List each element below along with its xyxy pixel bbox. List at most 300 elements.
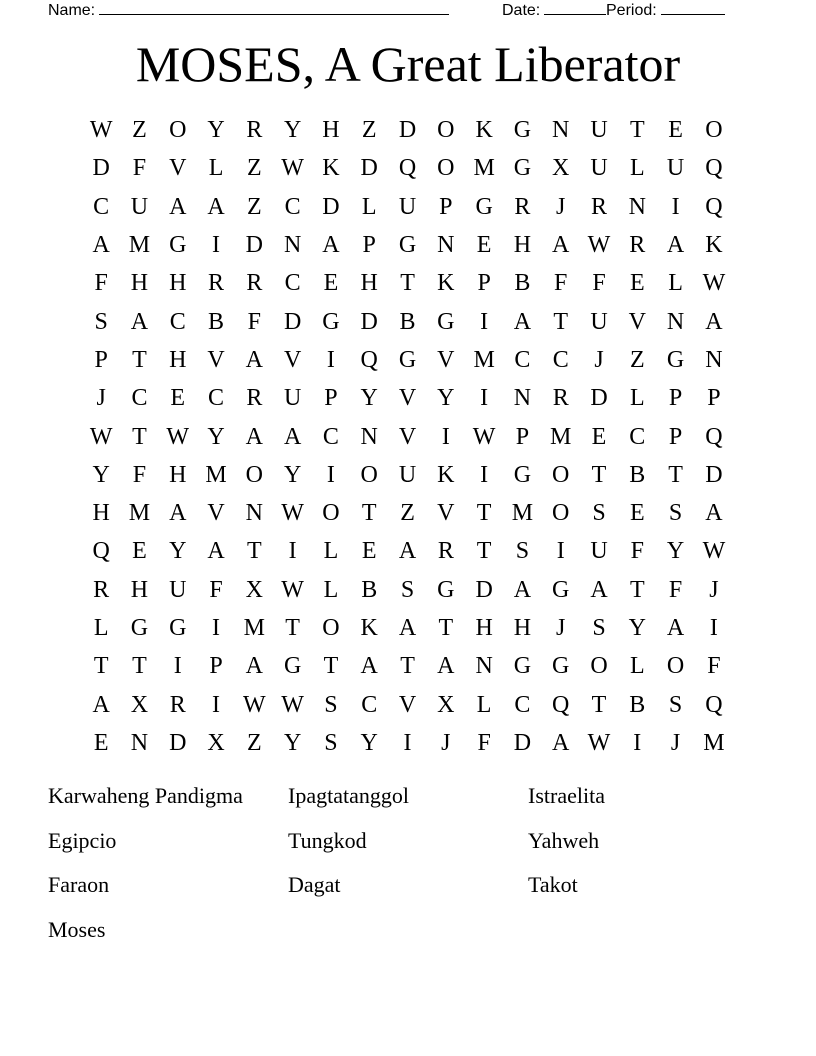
grid-letter[interactable]: I — [326, 346, 335, 373]
grid-letter[interactable]: R — [514, 193, 531, 220]
grid-letter[interactable]: Y — [360, 385, 378, 412]
grid-letter[interactable]: G — [666, 346, 685, 373]
grid-letter[interactable]: O — [552, 500, 570, 527]
grid-letter[interactable]: C — [208, 385, 225, 412]
grid-letter[interactable]: P — [668, 423, 683, 450]
grid-letter[interactable]: S — [400, 576, 415, 603]
grid-letter[interactable]: Y — [437, 385, 455, 412]
grid-letter[interactable]: C — [169, 308, 186, 335]
grid-letter[interactable]: T — [553, 308, 569, 335]
grid-letter[interactable]: K — [705, 232, 723, 259]
grid-letter[interactable]: A — [705, 308, 723, 335]
grid-letter[interactable]: G — [552, 653, 570, 680]
grid-letter[interactable]: J — [709, 576, 719, 603]
grid-letter[interactable]: A — [207, 538, 225, 565]
grid-letter[interactable]: W — [89, 117, 113, 144]
grid-letter[interactable]: J — [96, 385, 106, 412]
grid-letter[interactable]: L — [323, 576, 339, 603]
grid-letter[interactable]: F — [592, 270, 606, 297]
grid-letter[interactable]: R — [246, 385, 263, 412]
grid-letter[interactable]: Y — [283, 461, 302, 488]
grid-letter[interactable]: L — [476, 691, 492, 718]
grid-letter[interactable]: Z — [629, 346, 645, 373]
grid-letter[interactable]: A — [705, 500, 723, 527]
grid-letter[interactable]: N — [245, 500, 263, 527]
grid-letter[interactable]: Z — [361, 117, 377, 144]
grid-letter[interactable]: Y — [169, 538, 187, 565]
grid-letter[interactable]: C — [552, 346, 569, 373]
grid-letter[interactable]: B — [361, 576, 378, 603]
grid-letter[interactable]: A — [283, 423, 302, 450]
grid-letter[interactable]: G — [169, 232, 187, 259]
grid-letter[interactable]: V — [398, 385, 417, 412]
grid-letter[interactable]: U — [590, 308, 608, 335]
grid-letter[interactable]: R — [93, 576, 110, 603]
grid-letter[interactable]: M — [550, 423, 572, 450]
grid-letter[interactable]: M — [128, 232, 151, 259]
grid-letter[interactable]: U — [590, 155, 608, 182]
grid-letter[interactable]: E — [170, 385, 186, 412]
grid-letter[interactable]: D — [475, 576, 493, 603]
grid-letter[interactable]: T — [476, 538, 492, 565]
grid-letter[interactable]: A — [398, 615, 417, 641]
grid-letter[interactable]: Z — [247, 193, 262, 220]
period-blank-line[interactable] — [661, 0, 725, 15]
grid-letter[interactable]: T — [323, 653, 339, 680]
grid-letter[interactable]: P — [94, 346, 108, 373]
grid-letter[interactable]: E — [629, 270, 645, 297]
grid-letter[interactable]: T — [285, 615, 300, 641]
grid-letter[interactable]: P — [515, 423, 530, 450]
grid-letter[interactable]: V — [437, 500, 455, 527]
grid-letter[interactable]: L — [93, 615, 109, 641]
grid-letter[interactable]: R — [246, 117, 263, 144]
grid-letter[interactable]: F — [94, 270, 108, 297]
grid-letter[interactable]: M — [243, 615, 265, 641]
grid-letter[interactable]: I — [326, 461, 335, 488]
grid-letter[interactable]: Z — [247, 155, 262, 182]
grid-letter[interactable]: X — [552, 155, 570, 182]
grid-letter[interactable]: V — [398, 691, 417, 718]
grid-letter[interactable]: I — [633, 729, 642, 756]
grid-letter[interactable]: O — [552, 461, 570, 488]
grid-letter[interactable]: H — [92, 500, 110, 527]
grid-letter[interactable]: V — [398, 423, 417, 450]
grid-letter[interactable]: P — [362, 232, 376, 259]
grid-letter[interactable]: V — [437, 346, 455, 373]
grid-letter[interactable]: E — [361, 538, 377, 565]
grid-letter[interactable]: T — [591, 691, 607, 718]
grid-letter[interactable]: K — [322, 155, 340, 182]
grid-letter[interactable]: F — [630, 538, 644, 565]
grid-letter[interactable]: D — [705, 461, 723, 488]
grid-letter[interactable]: N — [666, 308, 685, 335]
grid-letter[interactable]: L — [629, 653, 645, 680]
grid-letter[interactable]: R — [552, 385, 569, 412]
grid-letter[interactable]: N — [475, 653, 493, 680]
grid-letter[interactable]: H — [360, 270, 378, 297]
grid-letter[interactable]: V — [169, 155, 187, 182]
grid-letter[interactable]: O — [705, 117, 723, 144]
grid-letter[interactable]: I — [403, 729, 412, 756]
grid-letter[interactable]: G — [475, 193, 493, 220]
grid-letter[interactable]: I — [288, 538, 297, 565]
grid-letter[interactable]: A — [92, 691, 110, 718]
grid-letter[interactable]: G — [552, 576, 570, 603]
grid-letter[interactable]: Y — [207, 423, 225, 450]
grid-letter[interactable]: R — [591, 193, 608, 220]
grid-letter[interactable]: I — [480, 461, 489, 488]
word-bank-item: Takot — [528, 872, 578, 897]
grid-letter[interactable]: M — [128, 500, 151, 527]
grid-letter[interactable]: N — [437, 232, 455, 259]
grid-letter[interactable]: A — [130, 308, 149, 335]
grid-letter[interactable]: G — [283, 653, 302, 680]
grid-letter[interactable]: X — [437, 691, 455, 718]
grid-letter[interactable]: V — [207, 500, 225, 527]
grid-letter[interactable]: T — [476, 500, 492, 527]
grid-letter[interactable]: D — [513, 729, 532, 756]
grid-letter[interactable]: P — [209, 653, 223, 680]
grid-letter[interactable]: O — [666, 653, 685, 680]
grid-letter[interactable]: L — [668, 270, 683, 297]
grid-letter[interactable]: N — [283, 232, 302, 259]
grid-letter[interactable]: H — [130, 576, 149, 603]
grid-letter[interactable]: D — [92, 155, 110, 182]
grid-letter[interactable]: T — [629, 576, 645, 603]
grid-letter[interactable]: P — [668, 385, 683, 412]
grid-letter[interactable]: N — [705, 346, 723, 373]
grid-letter[interactable]: T — [93, 653, 109, 680]
grid-letter[interactable]: I — [441, 423, 450, 450]
grid-letter[interactable]: Q — [552, 691, 570, 718]
grid-letter[interactable]: W — [89, 423, 113, 450]
grid-letter[interactable]: D — [360, 308, 378, 335]
grid-letter[interactable]: E — [629, 500, 645, 527]
grid-letter[interactable]: P — [324, 385, 338, 412]
word-bank-item: Dagat — [288, 872, 341, 897]
grid-letter[interactable]: M — [205, 461, 227, 488]
grid-letter[interactable]: U — [169, 576, 187, 603]
grid-letter[interactable]: Y — [283, 117, 302, 144]
grid-letter[interactable]: H — [475, 615, 493, 641]
grid-letter[interactable]: P — [707, 385, 721, 412]
grid-letter[interactable]: Y — [666, 538, 685, 565]
grid-letter[interactable]: W — [472, 423, 496, 450]
name-blank-line[interactable] — [99, 0, 449, 15]
grid-letter[interactable]: G — [513, 117, 532, 144]
grid-letter[interactable]: H — [169, 270, 187, 297]
grid-letter[interactable]: C — [514, 691, 531, 718]
grid-letter[interactable]: V — [628, 308, 646, 335]
grid-letter[interactable]: U — [666, 155, 685, 182]
grid-letter[interactable]: A — [169, 193, 187, 220]
grid-letter[interactable]: D — [169, 729, 187, 756]
grid-letter[interactable]: W — [702, 538, 726, 565]
grid-letter[interactable]: C — [284, 193, 301, 220]
grid-letter[interactable]: T — [400, 653, 415, 680]
grid-letter[interactable]: F — [132, 155, 147, 182]
grid-letter[interactable]: W — [281, 691, 304, 718]
grid-letter[interactable]: Q — [398, 155, 417, 182]
grid-letter[interactable]: J — [441, 729, 451, 756]
grid-letter[interactable]: W — [702, 270, 726, 297]
grid-letter[interactable]: O — [169, 117, 187, 144]
grid-letter[interactable]: C — [629, 423, 646, 450]
grid-letter[interactable]: W — [281, 576, 304, 603]
grid-letter[interactable]: Z — [400, 500, 415, 527]
grid-letter[interactable]: T — [629, 117, 645, 144]
grid-letter[interactable]: A — [437, 653, 455, 680]
grid-letter[interactable]: F — [132, 461, 147, 488]
grid-letter[interactable]: C — [284, 270, 301, 297]
grid-letter[interactable]: D — [590, 385, 608, 412]
grid-letter[interactable]: O — [322, 615, 340, 641]
grid-letter[interactable]: Y — [92, 461, 110, 488]
grid-letter[interactable]: A — [590, 576, 608, 603]
grid-letter[interactable]: D — [245, 232, 263, 259]
grid-letter[interactable]: A — [169, 500, 187, 527]
grid-letter[interactable]: C — [322, 423, 339, 450]
grid-letter[interactable]: Q — [705, 155, 723, 182]
grid-letter[interactable]: A — [513, 308, 532, 335]
grid-letter[interactable]: N — [552, 117, 570, 144]
date-field[interactable] — [502, 0, 606, 20]
grid-letter[interactable]: H — [130, 270, 149, 297]
grid-letter[interactable]: S — [94, 308, 108, 335]
grid-letter[interactable]: W — [281, 500, 304, 527]
grid-letter[interactable]: D — [322, 193, 340, 220]
grid-letter[interactable]: N — [130, 729, 149, 756]
grid-letter[interactable]: E — [591, 423, 607, 450]
grid-letter[interactable]: D — [398, 117, 417, 144]
grid-letter[interactable]: A — [552, 232, 570, 259]
grid-letter[interactable]: A — [666, 615, 685, 641]
grid-letter[interactable]: A — [245, 653, 263, 680]
grid-letter[interactable]: U — [130, 193, 149, 220]
grid-letter[interactable]: N — [513, 385, 532, 412]
grid-letter[interactable]: E — [668, 117, 683, 144]
grid-letter[interactable]: L — [361, 193, 377, 220]
grid-letter[interactable]: A — [666, 232, 685, 259]
grid-letter[interactable]: B — [629, 461, 646, 488]
grid-letter[interactable]: B — [399, 308, 416, 335]
grid-letter[interactable]: W — [166, 423, 190, 450]
grid-letter[interactable]: T — [132, 653, 147, 680]
grid-letter[interactable]: X — [245, 576, 263, 603]
grid-letter[interactable]: V — [283, 346, 302, 373]
grid-letter[interactable]: S — [592, 615, 606, 641]
grid-letter[interactable]: J — [556, 193, 566, 220]
grid-letter[interactable]: A — [245, 346, 263, 373]
grid-letter[interactable]: T — [132, 346, 147, 373]
grid-letter[interactable]: L — [629, 385, 645, 412]
word-bank-item: Moses — [48, 916, 106, 942]
grid-letter[interactable]: W — [587, 729, 611, 756]
grid-letter[interactable]: B — [514, 270, 531, 297]
grid-letter[interactable]: H — [169, 346, 187, 373]
grid-letter[interactable]: Q — [360, 346, 378, 373]
grid-letter[interactable]: H — [513, 615, 532, 641]
grid-letter[interactable]: I — [709, 615, 718, 641]
grid-letter[interactable]: X — [207, 729, 225, 756]
grid-letter[interactable]: T — [668, 461, 683, 488]
word-search-grid[interactable] — [82, 111, 733, 762]
grid-letter[interactable]: M — [511, 500, 534, 527]
grid-letter[interactable]: G — [437, 576, 455, 603]
grid-letter[interactable]: W — [281, 155, 304, 182]
grid-letter[interactable]: A — [92, 232, 110, 259]
grid-letter[interactable]: E — [323, 270, 339, 297]
grid-letter[interactable]: S — [324, 729, 338, 756]
grid-letter[interactable]: O — [360, 461, 378, 488]
grid-letter[interactable]: E — [93, 729, 109, 756]
grid-letter[interactable]: A — [398, 538, 417, 565]
grid-letter[interactable]: S — [668, 500, 683, 527]
grid-letter[interactable]: I — [556, 538, 565, 565]
grid-letter[interactable]: T — [438, 615, 454, 641]
grid-letter[interactable]: O — [245, 461, 263, 488]
grid-letter[interactable]: L — [208, 155, 224, 182]
grid-letter[interactable]: U — [590, 117, 608, 144]
grid-letter[interactable]: T — [361, 500, 377, 527]
period-field[interactable] — [606, 0, 725, 20]
grid-letter[interactable]: B — [208, 308, 225, 335]
grid-letter[interactable]: C — [514, 346, 531, 373]
grid-letter[interactable]: Y — [360, 729, 378, 756]
grid-letter[interactable]: G — [169, 615, 187, 641]
grid-letter[interactable]: Y — [207, 117, 225, 144]
grid-letter[interactable]: E — [476, 232, 492, 259]
grid-letter[interactable]: A — [322, 232, 340, 259]
grid-letter[interactable]: R — [246, 270, 263, 297]
grid-letter[interactable]: Q — [705, 691, 723, 718]
grid-letter[interactable]: I — [173, 653, 182, 680]
grid-letter[interactable]: I — [480, 385, 489, 412]
grid-letter[interactable]: Y — [283, 729, 302, 756]
grid-letter[interactable]: F — [707, 653, 721, 680]
grid-letter[interactable]: R — [629, 232, 646, 259]
grid-letter[interactable]: K — [437, 461, 455, 488]
grid-letter[interactable]: R — [169, 691, 186, 718]
grid-letter[interactable]: J — [670, 729, 681, 756]
grid-letter[interactable]: C — [131, 385, 148, 412]
grid-letter[interactable]: F — [668, 576, 683, 603]
grid-letter[interactable]: U — [283, 385, 302, 412]
grid-letter[interactable]: G — [513, 653, 532, 680]
grid-letter[interactable]: Q — [705, 193, 723, 220]
grid-letter[interactable]: M — [473, 155, 495, 182]
grid-letter[interactable]: I — [212, 615, 221, 641]
grid-letter[interactable]: C — [93, 193, 110, 220]
grid-letter[interactable]: I — [212, 691, 221, 718]
grid-letter[interactable]: A — [245, 423, 263, 450]
grid-letter[interactable]: F — [247, 308, 262, 335]
grid-letter[interactable]: Q — [92, 538, 110, 565]
grid-letter[interactable]: X — [130, 691, 149, 718]
grid-letter[interactable]: U — [590, 538, 608, 565]
grid-letter[interactable]: G — [398, 232, 417, 259]
grid-letter[interactable]: T — [400, 270, 415, 297]
grid-letter[interactable]: Y — [628, 615, 646, 641]
grid-letter[interactable]: F — [554, 270, 568, 297]
grid-letter[interactable]: Z — [132, 117, 147, 144]
grid-letter[interactable]: C — [361, 691, 378, 718]
grid-letter[interactable]: R — [208, 270, 225, 297]
grid-letter[interactable]: T — [132, 423, 147, 450]
grid-letter[interactable]: P — [439, 193, 453, 220]
grid-letter[interactable]: U — [398, 193, 417, 220]
grid-letter[interactable]: M — [473, 346, 495, 373]
grid-letter[interactable]: J — [594, 346, 604, 373]
grid-letter[interactable]: K — [475, 117, 493, 144]
grid-letter[interactable]: G — [513, 461, 532, 488]
grid-letter[interactable]: J — [556, 615, 566, 641]
grid-letter[interactable]: K — [437, 270, 455, 297]
grid-letter[interactable]: L — [323, 538, 339, 565]
grid-letter[interactable]: F — [477, 729, 491, 756]
grid-letter[interactable]: I — [212, 232, 221, 259]
name-field[interactable] — [48, 0, 449, 20]
grid-letter[interactable]: M — [703, 729, 725, 756]
grid-letter[interactable]: H — [169, 461, 187, 488]
grid-letter[interactable]: A — [513, 576, 532, 603]
grid-letter[interactable]: T — [591, 461, 607, 488]
grid-letter[interactable]: D — [360, 155, 378, 182]
grid-letter[interactable]: I — [671, 193, 680, 220]
grid-letter[interactable]: O — [590, 653, 608, 680]
grid-letter[interactable]: O — [437, 155, 455, 182]
grid-letter[interactable]: Z — [247, 729, 262, 756]
grid-letter[interactable]: G — [437, 308, 455, 335]
grid-letter[interactable]: S — [668, 691, 683, 718]
grid-letter[interactable]: G — [513, 155, 532, 182]
grid-letter[interactable]: S — [324, 691, 338, 718]
grid-letter[interactable]: O — [322, 500, 340, 527]
grid-letter[interactable]: G — [322, 308, 340, 335]
grid-letter[interactable]: V — [207, 346, 225, 373]
grid-letter[interactable]: A — [207, 193, 225, 220]
grid-letter[interactable]: B — [629, 691, 646, 718]
date-blank-line[interactable] — [544, 0, 606, 15]
grid-letter[interactable]: N — [360, 423, 378, 450]
grid-letter[interactable]: F — [209, 576, 223, 603]
grid-letter[interactable]: E — [132, 538, 147, 565]
grid-letter[interactable]: R — [437, 538, 454, 565]
grid-letter[interactable]: O — [437, 117, 455, 144]
grid-letter[interactable]: H — [513, 232, 532, 259]
grid-letter[interactable]: D — [283, 308, 302, 335]
grid-letter[interactable]: K — [360, 615, 378, 641]
grid-letter[interactable]: W — [587, 232, 611, 259]
grid-letter[interactable]: P — [477, 270, 491, 297]
grid-letter[interactable]: S — [592, 500, 606, 527]
grid-letter[interactable]: U — [398, 461, 417, 488]
grid-letter[interactable]: I — [480, 308, 489, 335]
grid-letter[interactable]: L — [629, 155, 645, 182]
grid-letter[interactable]: A — [360, 653, 378, 680]
grid-letter[interactable]: G — [130, 615, 149, 641]
grid-letter[interactable]: A — [552, 729, 570, 756]
grid-letter[interactable]: G — [398, 346, 417, 373]
page-title: MOSES, A Great Liberator — [135, 36, 681, 92]
grid-letter[interactable]: H — [322, 117, 340, 144]
grid-letter[interactable]: T — [247, 538, 262, 565]
grid-letter[interactable]: N — [628, 193, 646, 220]
grid-letter[interactable]: S — [515, 538, 530, 565]
grid-letter[interactable]: W — [243, 691, 266, 718]
grid-letter[interactable]: Q — [705, 423, 723, 450]
